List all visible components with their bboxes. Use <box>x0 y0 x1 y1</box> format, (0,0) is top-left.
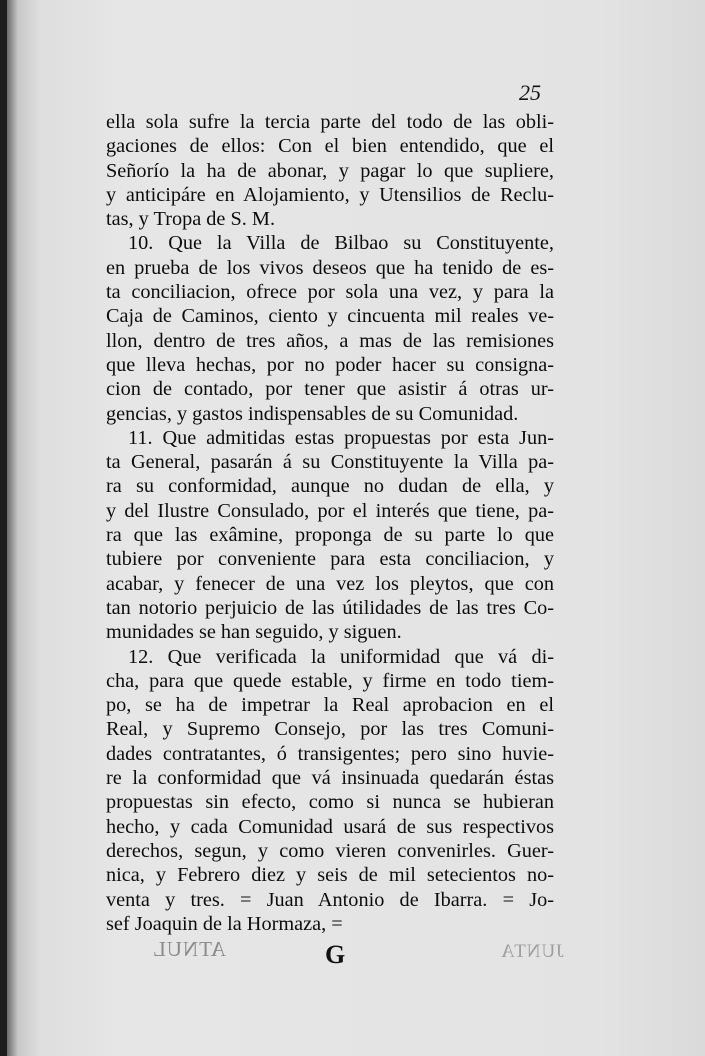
text-line: Caja de Caminos, ciento y cincuenta mil reales ve- <box>106 305 554 328</box>
text-line: tas, y Tropa de S. M. <box>106 208 276 231</box>
text-line: tubiere por conveniente para esta conciliacion, y <box>106 548 554 571</box>
text-line: cion de contado, por tener que asistir á otras ur- <box>106 378 554 401</box>
text-line: ra su conformidad, aunque no dudan de ella, y <box>106 475 554 498</box>
signature-mark: G <box>325 940 346 969</box>
binding-edge <box>0 0 7 1056</box>
text-line: re la conformidad que vá insinuada quedarán éstas <box>106 767 554 790</box>
text-line: y anticipáre en Alojamiento, y Utensilios de Reclu- <box>106 183 554 206</box>
text-line: acabar, y fenecer de una vez los pleytos, que con <box>106 572 554 595</box>
text-line: nica, y Febrero diez y seis de mil setecientos no- <box>106 864 554 887</box>
text-line: derechos, segun, y como vieren convenirles. Guer- <box>106 839 554 862</box>
text-line: munidades se han seguido, y siguen. <box>106 621 402 644</box>
text-line: po, se ha de impetrar la Real aprobacion en el <box>106 694 554 717</box>
text-line: Real, y Supremo Consejo, por las tres Comuni- <box>106 718 554 741</box>
text-line: venta y tres. = Juan Antonio de Ibarra. = Jo- <box>106 888 554 911</box>
text-line: 12. Que verificada la uniformidad que vá di- <box>128 645 554 668</box>
text-line: tan notorio perjuicio de las útilidades de las tres Co- <box>106 596 554 619</box>
text-line: y del Ilustre Consulado, por el interés que tiene, pa- <box>106 499 554 522</box>
text-line: ta General, pasarán á su Constituyente la Villa pa- <box>106 451 554 474</box>
text-line: en prueba de los vivos deseos que ha tenido de es- <box>106 256 554 279</box>
text-line: gaciones de ellos: Con el bien entendido, que el <box>106 135 554 158</box>
text-line: 10. Que la Villa de Bilbao su Constituyente, <box>128 232 554 255</box>
text-line: propuestas sin efecto, como si nunca se hubieran <box>106 791 554 814</box>
text-line: llon, dentro de tres años, a mas de las remisiones <box>106 329 554 352</box>
text-line: gencias, y gastos indispensables de su Comunidad. <box>106 402 519 425</box>
page-number: 25 <box>519 80 541 105</box>
text-line: ra que las exâmine, proponga de su parte lo que <box>106 524 554 547</box>
text-line: ta conciliacion, ofrece por sola una vez, y para la <box>106 281 554 304</box>
text-line: que lleva hechas, por no poder hacer su consigna- <box>106 353 554 376</box>
bleed-through-text: JUNTA <box>500 941 564 962</box>
text-line: ella sola sufre la tercia parte del todo de las obli- <box>106 111 554 133</box>
body-text <box>106 110 554 936</box>
bleed-through-text: ATNUL <box>152 937 226 961</box>
text-line: 11. Que admitidas estas propuestas por esta Jun- <box>128 426 554 449</box>
text-line: Señorío la ha de abonar, y pagar lo que supliere, <box>106 159 554 182</box>
text-line: cha, para que quede estable, y firme en todo tiem- <box>106 669 554 692</box>
text-line: hecho, y cada Comunidad usará de sus respectivos <box>106 815 554 838</box>
text-line: sef Joaquin de la Hormaza, = <box>106 912 343 935</box>
text-line: dades contratantes, ó transigentes; pero sino huvie- <box>106 742 554 765</box>
